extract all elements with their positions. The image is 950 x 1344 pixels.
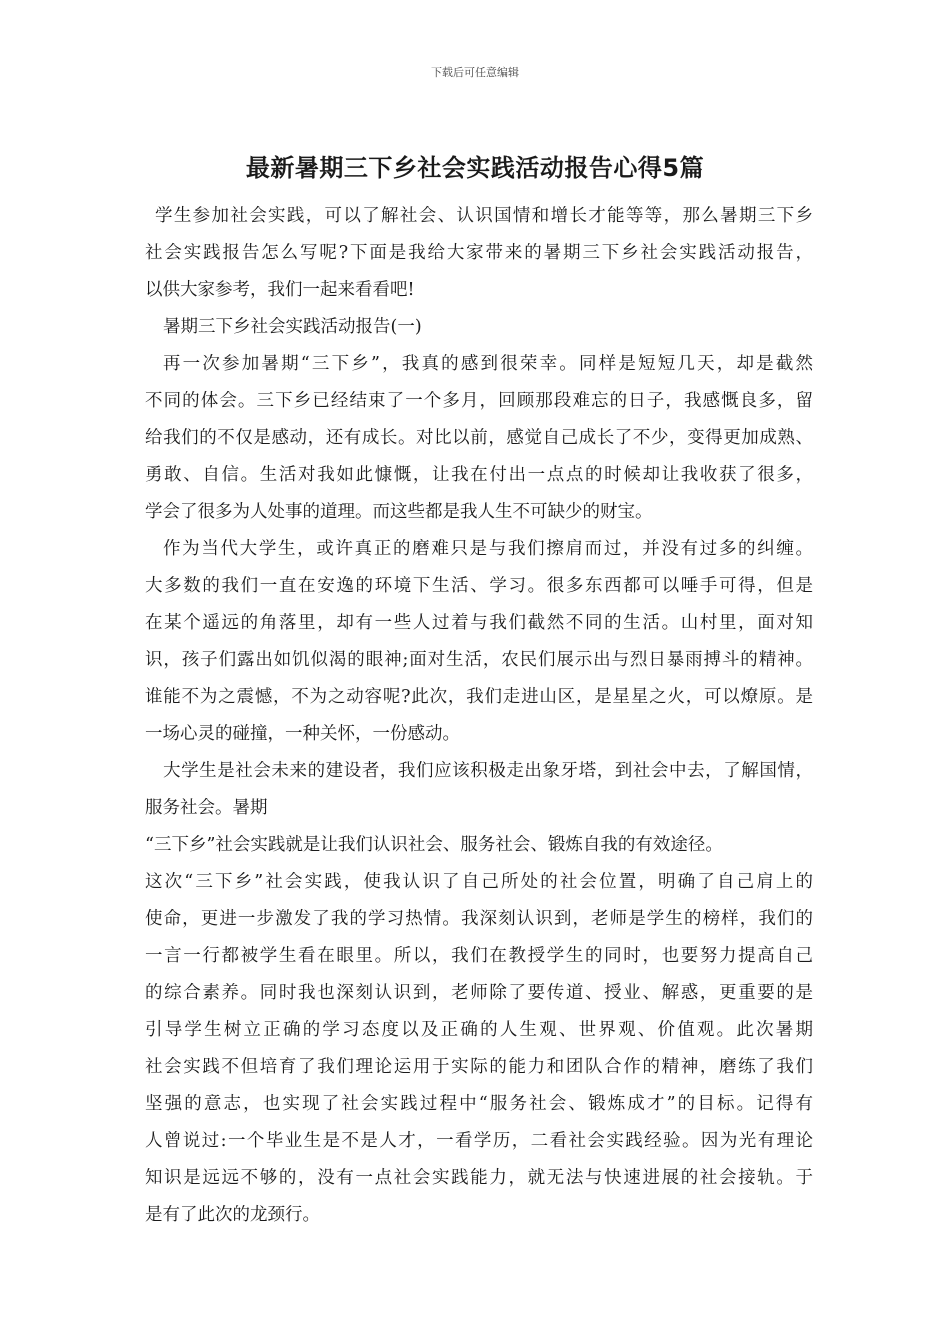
body-line: 社会实践报告怎么写呢?下面是我给大家带来的暑期三下乡社会实践活动报告， — [145, 243, 813, 263]
body-line: 大多数的我们一直在安逸的环境下生活、学习。很多东西都可以唾手可得，但是 — [145, 576, 813, 596]
body-line: 不同的体会。三下乡已经结束了一个多月，回顾那段难忘的日子，我感慨良多，留 — [145, 391, 813, 411]
body-line: 大学生是社会未来的建设者，我们应该积极走出象牙塔，到社会中去，了解国情， — [163, 761, 813, 781]
body-line: 学生参加社会实践，可以了解社会、认识国情和增长才能等等，那么暑期三下乡 — [155, 206, 813, 226]
body-line: 这次“三下乡”社会实践，使我认识了自己所处的社会位置，明确了自己肩上的 — [145, 872, 813, 892]
body-line: 服务社会。暑期 — [145, 798, 268, 818]
body-line: 谁能不为之震憾，不为之动容呢?此次，我们走进山区，是星星之火，可以燎原。是 — [145, 687, 813, 707]
body-line: 学会了很多为人处事的道理。而这些都是我人生不可缺少的财宝。 — [145, 502, 653, 522]
body-line: 是有了此次的龙颈行。 — [145, 1205, 320, 1225]
body-line: 作为当代大学生，或许真正的磨难只是与我们擦肩而过，并没有过多的纠缠。 — [163, 539, 813, 559]
document-title: 最新暑期三下乡社会实践活动报告心得5篇 — [245, 154, 705, 182]
body-line: 社会实践不但培育了我们理论运用于实际的能力和团队合作的精神，磨练了我们 — [145, 1057, 813, 1077]
body-line: 识，孩子们露出如饥似渴的眼神;面对生活，农民们展示出与烈日暴雨搏斗的精神。 — [145, 650, 813, 670]
body-line: 坚强的意志，也实现了社会实践过程中“服务社会、锻炼成才”的目标。记得有 — [145, 1094, 813, 1114]
body-line: 一言一行都被学生看在眼里。所以，我们在教授学生的同时，也要努力提高自己 — [145, 946, 813, 966]
body-line: 给我们的不仅是感动，还有成长。对比以前，感觉自己成长了不少，变得更加成熟、 — [145, 428, 813, 448]
body-line: 再一次参加暑期“三下乡”，我真的感到很荣幸。同样是短短几天，却是截然 — [163, 354, 813, 374]
body-line: 一场心灵的碰撞，一种关怀，一份感动。 — [145, 724, 460, 744]
body-line: 的综合素养。同时我也深刻认识到，老师除了要传道、授业、解惑，更重要的是 — [145, 983, 813, 1003]
body-line: 勇敢、自信。生活对我如此慷慨，让我在付出一点点的时候却让我收获了很多， — [145, 465, 813, 485]
page-header-note: 下载后可任意编辑 — [431, 66, 519, 79]
body-line: 使命，更进一步激发了我的学习热情。我深刻认识到，老师是学生的榜样，我们的 — [145, 909, 813, 929]
document-body — [145, 198, 813, 1234]
body-line: 知识是远远不够的，没有一点社会实践能力，就无法与快速进展的社会接轨。于 — [145, 1168, 813, 1188]
section-heading: 暑期三下乡社会实践活动报告(一) — [163, 317, 422, 337]
body-line: “三下乡”社会实践就是让我们认识社会、服务社会、锻炼自我的有效途径。 — [145, 835, 723, 855]
body-line: 以供大家参考，我们一起来看看吧! — [145, 280, 415, 300]
body-line: 人曾说过:一个毕业生是不是人才，一看学历，二看社会实践经验。因为光有理论 — [145, 1131, 813, 1151]
body-line: 引导学生树立正确的学习态度以及正确的人生观、世界观、价值观。此次暑期 — [145, 1020, 813, 1040]
body-line: 在某个遥远的角落里，却有一些人过着与我们截然不同的生活。山村里，面对知 — [145, 613, 813, 633]
